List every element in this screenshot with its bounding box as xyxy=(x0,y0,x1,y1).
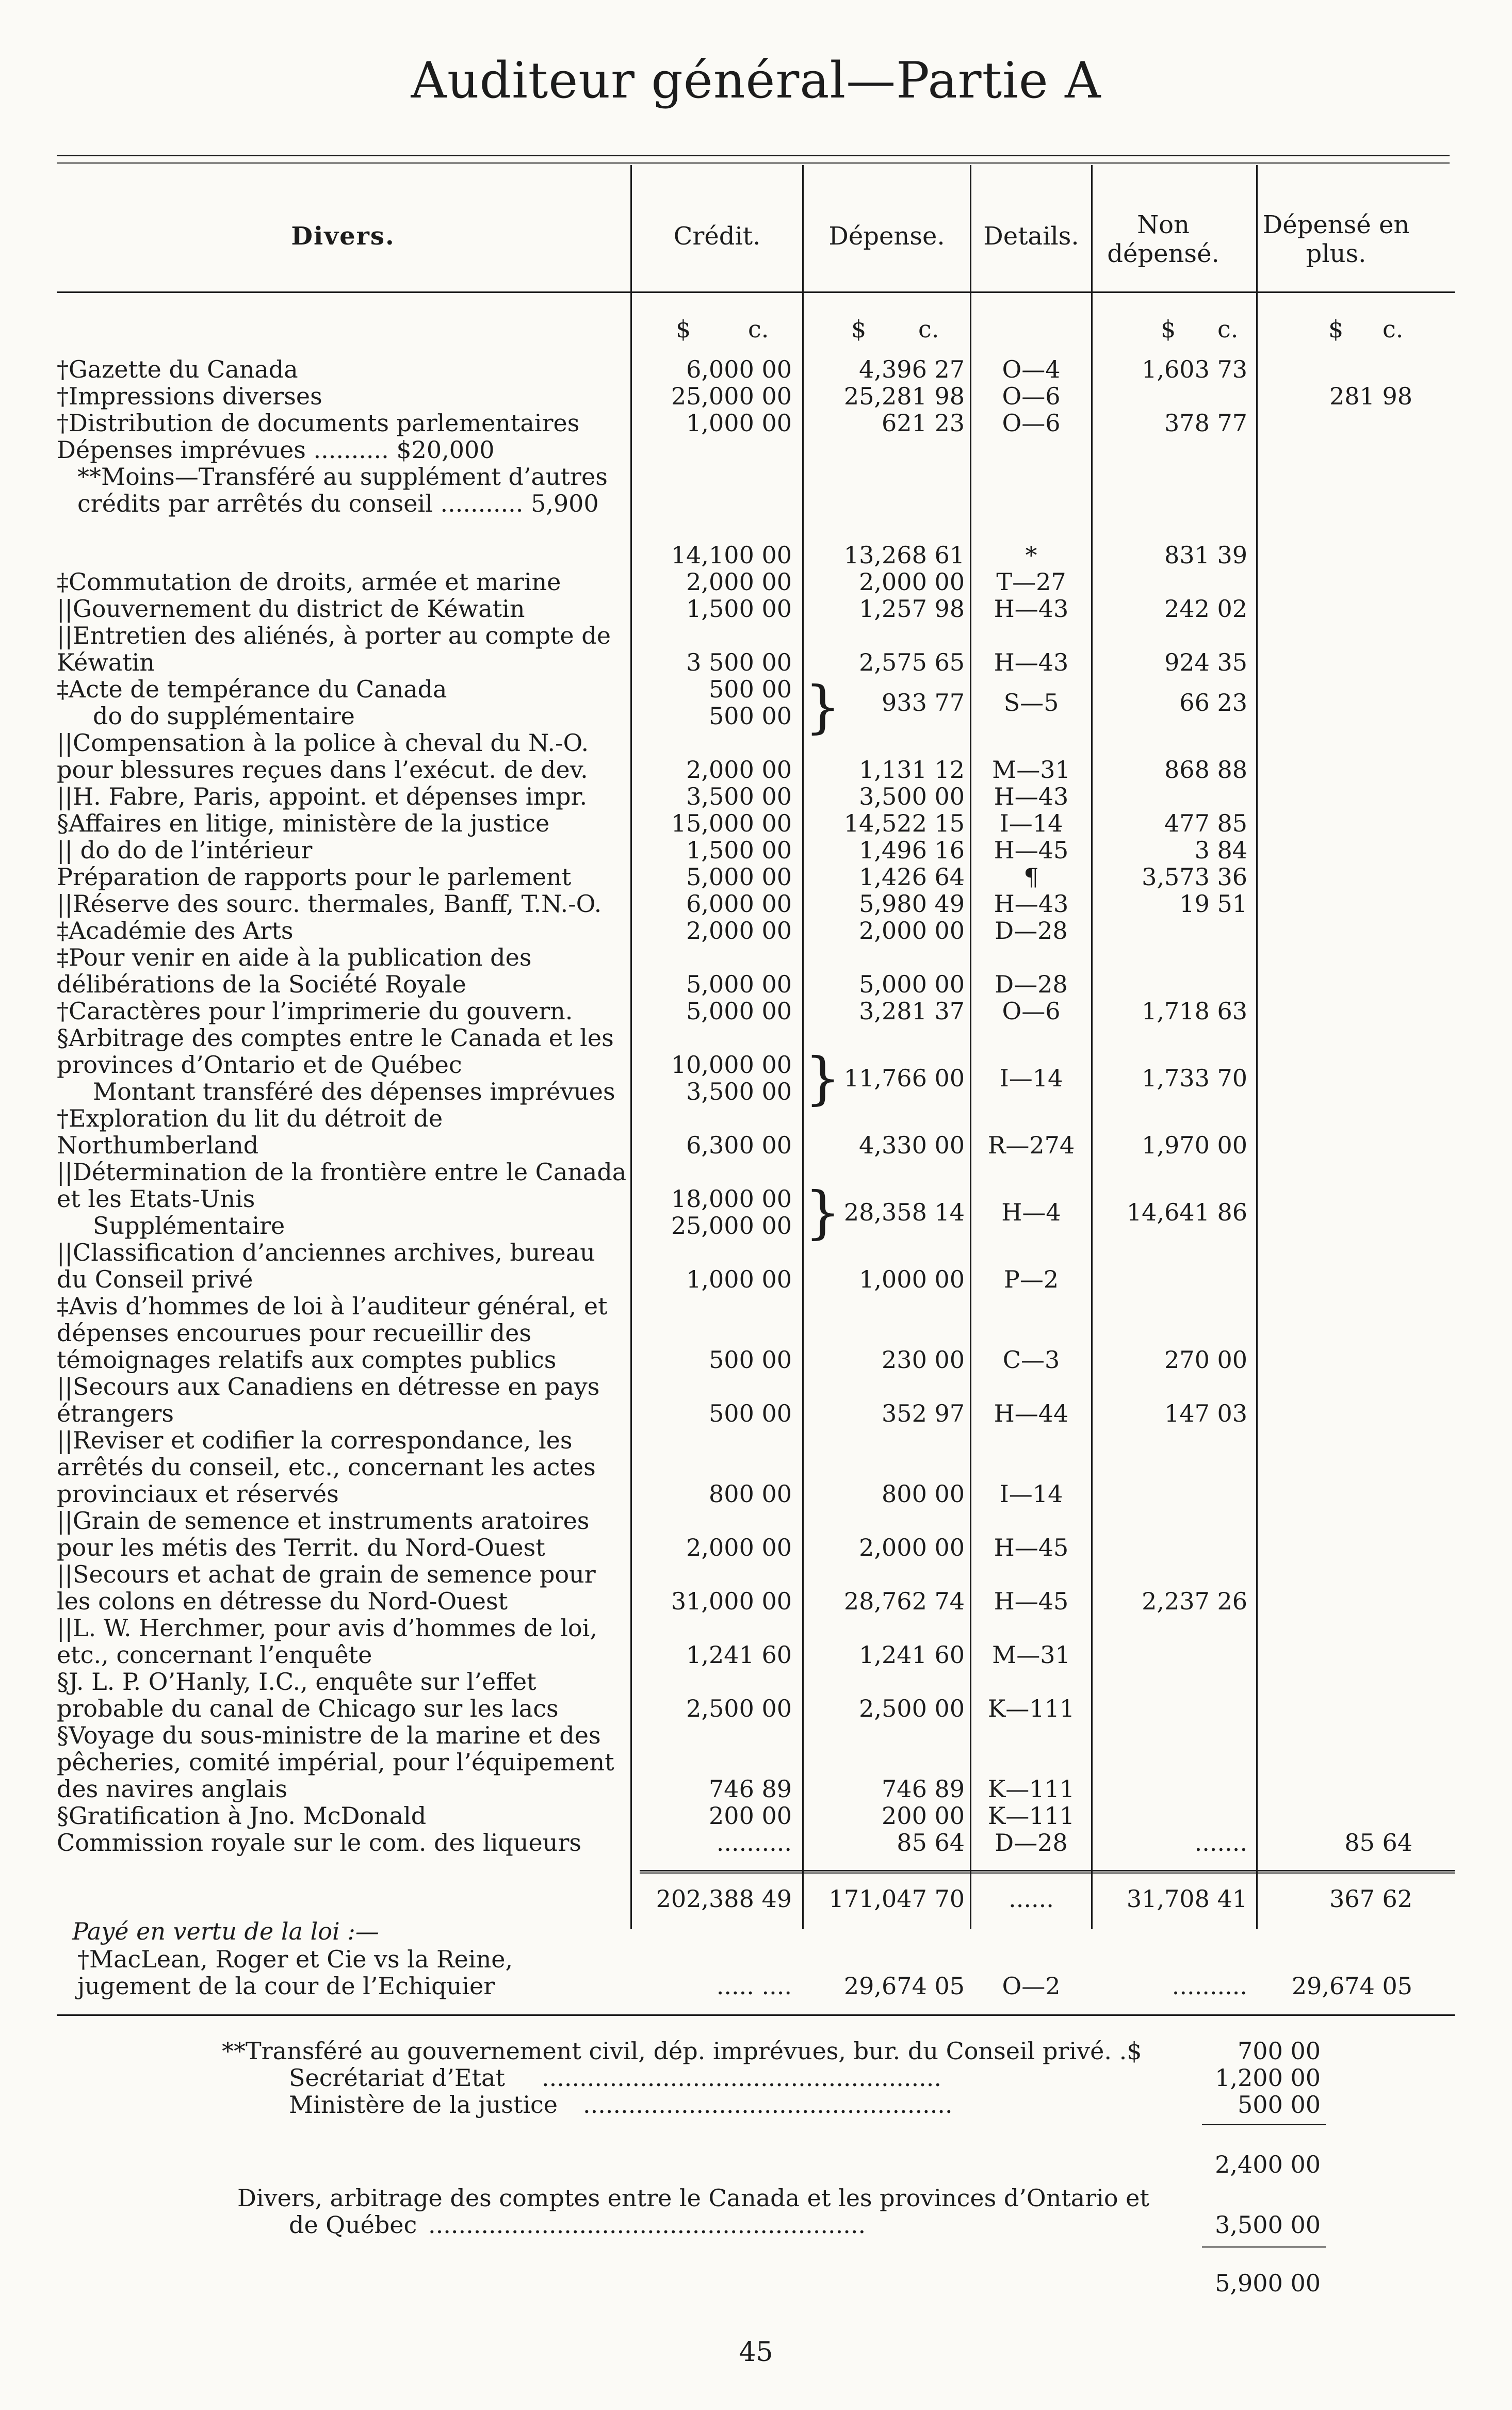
row-plus: 85 64 xyxy=(1344,1829,1412,1857)
row-details: K—111 xyxy=(987,1802,1075,1830)
row-details: C—3 xyxy=(1002,1346,1060,1374)
row-credit: 3,500 00 xyxy=(686,783,792,810)
row-non: 924 35 xyxy=(1164,648,1247,676)
row-credit: 5,000 00 xyxy=(686,970,792,998)
total-credit: 202,388 49 xyxy=(656,1885,792,1913)
row-details: H—43 xyxy=(994,890,1069,918)
row-label: ||L. W. Herchmer, pour avis d’hommes de loi, etc., concernant l’enquête xyxy=(57,1614,597,1669)
note-line-5-val: 3,500 00 xyxy=(1215,2211,1321,2239)
row-depense: 1,000 00 xyxy=(859,1265,965,1293)
row-depense: 13,268 61 xyxy=(843,541,965,569)
row-non: 1,718 63 xyxy=(1142,997,1247,1025)
row-depense: 25,281 98 xyxy=(843,382,965,410)
row-label: || do do de l’intérieur xyxy=(57,836,313,864)
paye-non: .......... xyxy=(1172,1972,1247,2000)
row-non: 868 88 xyxy=(1164,756,1247,784)
note-line-2: Secrétariat d’Etat xyxy=(289,2064,505,2092)
row-depense: 1,496 16 xyxy=(859,836,965,864)
note-line-1-val: 700 00 xyxy=(1238,2037,1321,2065)
unit-dollar: $ xyxy=(1328,315,1344,343)
top-rule-2 xyxy=(57,162,1450,164)
header-depense: Dépense. xyxy=(828,222,945,251)
page-title: Auditeur général—Partie A xyxy=(411,52,1101,109)
row-depense: 4,396 27 xyxy=(859,355,965,383)
row-label: †Impressions diverses xyxy=(57,382,322,410)
unit-cents: c. xyxy=(1217,315,1239,343)
row-details: H—45 xyxy=(994,1534,1069,1561)
row-label: ||Gouvernement du district de Kéwatin xyxy=(57,595,525,623)
row-depense: 3,500 00 xyxy=(859,783,965,810)
note-dots: ..................................................... xyxy=(542,2064,941,2092)
row-non: 66 23 xyxy=(1179,689,1247,717)
header-rule xyxy=(57,291,1455,293)
total-non: 31,708 41 xyxy=(1126,1885,1247,1913)
row-credit: 2,000 00 xyxy=(686,568,792,596)
row-credit: 1,000 00 xyxy=(686,1265,792,1293)
row-details: H—43 xyxy=(994,783,1069,810)
row-depense: 2,000 00 xyxy=(859,917,965,945)
row-non: 3,573 36 xyxy=(1142,863,1247,891)
row-non: 1,733 70 xyxy=(1142,1064,1247,1092)
top-rule xyxy=(57,155,1450,156)
row-depense: 4,330 00 xyxy=(859,1131,965,1159)
row-label: ||Secours aux Canadiens en détresse en pays étrangers xyxy=(57,1373,600,1427)
row-depense: 1,241 60 xyxy=(859,1641,965,1669)
row-credit: 800 00 xyxy=(709,1480,792,1508)
note-line-3-val: 500 00 xyxy=(1238,2091,1321,2119)
row-credit: 5,000 00 xyxy=(686,863,792,891)
row-depense: 2,575 65 xyxy=(859,648,965,676)
row-depense: 85 64 xyxy=(897,1829,965,1857)
row-label: †Distribution de documents parlementaires xyxy=(57,409,580,437)
note-line-2-val: 1,200 00 xyxy=(1215,2064,1321,2092)
row-depense: 621 23 xyxy=(882,409,965,437)
row-credit: 6,000 00 xyxy=(686,355,792,383)
row-credit: 31,000 00 xyxy=(671,1587,792,1615)
row-label: †Exploration du lit du détroit de Northumberland xyxy=(57,1104,443,1159)
row-depense: 14,522 15 xyxy=(843,809,965,837)
row-label: ‡Académie des Arts xyxy=(57,917,294,945)
total-plus: 367 62 xyxy=(1329,1885,1412,1913)
row-label: §Arbitrage des comptes entre le Canada et les provinces d’Ontario et de Québec xyxy=(57,1024,614,1079)
row-non: 831 39 xyxy=(1164,541,1247,569)
row-non: 147 03 xyxy=(1164,1399,1247,1427)
note-dots: ................................................. xyxy=(583,2091,953,2119)
note-total: 5,900 00 xyxy=(1215,2269,1321,2297)
row-credit: 6,300 00 xyxy=(686,1131,792,1159)
row-depense: 3,281 37 xyxy=(859,997,965,1025)
row-depense: 5,000 00 xyxy=(859,970,965,998)
row-depense: 200 00 xyxy=(882,1802,965,1830)
row-label: ||Grain de semence et instruments aratoires pour les métis des Territ. du Nord-Ouest xyxy=(57,1507,590,1561)
row-label: do do supplémentaire xyxy=(93,702,355,730)
row-label: ||Entretien des aliénés, à porter au compte de Kéwatin xyxy=(57,622,611,676)
row-credit: 746 89 xyxy=(709,1775,792,1803)
row-label: Montant transféré des dépenses imprévues xyxy=(93,1078,615,1105)
header-details: Details. xyxy=(983,222,1079,251)
row-depense: 2,500 00 xyxy=(859,1695,965,1722)
row-credit: 1,000 00 xyxy=(686,409,792,437)
unit-dollar: $ xyxy=(851,315,867,343)
row-depense: 2,000 00 xyxy=(859,1534,965,1561)
row-credit: 5,000 00 xyxy=(686,997,792,1025)
total-depense: 171,047 70 xyxy=(828,1885,965,1913)
row-depense: 1,131 12 xyxy=(859,756,965,784)
row-credit: 25,000 00 xyxy=(671,382,792,410)
row-details: R—274 xyxy=(987,1131,1075,1159)
row-non: 3 84 xyxy=(1194,836,1247,864)
row-details: D—28 xyxy=(995,970,1068,998)
note-rule xyxy=(1202,2246,1326,2248)
row-credit: 2,000 00 xyxy=(686,917,792,945)
row-details: K—111 xyxy=(987,1695,1075,1722)
row-depense: 2,000 00 xyxy=(859,568,965,596)
row-label: ||H. Fabre, Paris, appoint. et dépenses impr. xyxy=(57,783,588,810)
row-label: ||Classification d’anciennes archives, bureau du Conseil privé xyxy=(57,1239,595,1293)
row-details: H—4 xyxy=(1001,1198,1061,1226)
row-credit: 500 00 xyxy=(709,1399,792,1427)
unit-cents: c. xyxy=(748,315,769,343)
row-depense: 933 77 xyxy=(882,689,965,717)
note-line-3: Ministère de la justice xyxy=(289,2091,558,2119)
row-details: T—27 xyxy=(996,568,1066,596)
row-depense: 5,980 49 xyxy=(859,890,965,918)
row-credit: 500 00 xyxy=(709,702,792,730)
paye-heading: Payé en vertu de la loi :— xyxy=(72,1917,379,1945)
row-credit: 500 00 xyxy=(709,675,792,703)
row-details: H—43 xyxy=(994,648,1069,676)
row-label: §J. L. P. O’Hanly, I.C., enquête sur l’effet probable du canal de Chicago sur les lacs xyxy=(57,1668,559,1722)
brace: } xyxy=(805,1045,841,1111)
unit-dollar: $ xyxy=(1161,315,1176,343)
note-rule xyxy=(1202,2124,1326,2125)
row-label: ||Détermination de la frontière entre le Canada et les Etats-Unis xyxy=(57,1158,627,1213)
note-line-1: **Transféré au gouvernement civil, dép. imprévues, bur. du Conseil privé. .$ xyxy=(222,2037,1142,2065)
row-details: O—6 xyxy=(1002,997,1061,1025)
row-label: Dépenses imprévues .......... $20,000 xyxy=(57,436,495,464)
row-details: I—14 xyxy=(999,809,1063,837)
row-label: §Voyage du sous-ministre de la marine et des pêcheries, comité impérial, pour l’équipement des navires anglais xyxy=(57,1721,614,1803)
row-details: M—31 xyxy=(992,756,1070,784)
row-label: ||Secours et achat de grain de semence pour les colons en détresse du Nord-Ouest xyxy=(57,1560,596,1615)
row-label: †Caractères pour l’imprimerie du gouvern. xyxy=(57,997,573,1025)
unit-cents: c. xyxy=(918,315,939,343)
row-details: K—111 xyxy=(987,1775,1075,1803)
header-non-depense: Non dépensé. xyxy=(1107,210,1220,268)
row-label: **Moins—Transféré au supplément d’autres crédits par arrêtés du conseil ........... 5,900 xyxy=(77,463,608,517)
row-label: ‡Pour venir en aide à la publication des délibérations de la Société Royale xyxy=(57,943,532,998)
row-credit: 1,241 60 xyxy=(686,1641,792,1669)
row-details: O—6 xyxy=(1002,409,1061,437)
col-divider xyxy=(1256,165,1258,1929)
total-rule-2 xyxy=(640,1872,1455,1874)
unit-cents: c. xyxy=(1383,315,1404,343)
total-details: ...... xyxy=(1009,1885,1054,1913)
row-details: O—4 xyxy=(1002,355,1061,383)
header-depense-plus: Dépensé en plus. xyxy=(1262,210,1410,268)
row-label: ||Reviser et codifier la correspondance, les arrêtés du conseil, etc., concernant les actes provinciaux et réservés xyxy=(57,1426,596,1508)
row-depense: 11,766 00 xyxy=(843,1064,965,1092)
row-details: D—28 xyxy=(995,1829,1068,1857)
row-depense: 1,426 64 xyxy=(859,863,965,891)
row-label: §Gratification à Jno. McDonald xyxy=(57,1802,427,1830)
paye-details: O—2 xyxy=(1002,1972,1061,2000)
row-depense: 28,358 14 xyxy=(843,1198,965,1226)
row-details: H—44 xyxy=(994,1399,1069,1427)
row-details: O—6 xyxy=(1002,382,1061,410)
row-plus: 281 98 xyxy=(1329,382,1412,410)
row-non: 270 00 xyxy=(1164,1346,1247,1374)
unit-dollar: $ xyxy=(676,315,691,343)
row-details: ¶ xyxy=(1023,863,1039,891)
row-label: ‡Acte de tempérance du Canada xyxy=(57,675,447,703)
page-number: 45 xyxy=(739,2337,773,2368)
row-details: S—5 xyxy=(1003,689,1059,717)
row-details: * xyxy=(1025,541,1037,569)
header-divers: Divers. xyxy=(291,222,395,251)
row-credit: 14,100 00 xyxy=(671,541,792,569)
header-credit: Crédit. xyxy=(673,222,761,251)
row-non: 2,237 26 xyxy=(1142,1587,1247,1615)
row-credit: 200 00 xyxy=(709,1802,792,1830)
row-non: 19 51 xyxy=(1179,890,1247,918)
paye-plus: 29,674 05 xyxy=(1291,1972,1412,2000)
row-label: Supplémentaire xyxy=(93,1212,285,1240)
row-non: 1,970 00 xyxy=(1142,1131,1247,1159)
row-credit: 2,000 00 xyxy=(686,1534,792,1561)
row-depense: 1,257 98 xyxy=(859,595,965,623)
row-credit: 500 00 xyxy=(709,1346,792,1374)
row-details: P—2 xyxy=(1003,1265,1059,1293)
row-non: ....... xyxy=(1194,1829,1247,1857)
row-details: H—43 xyxy=(994,595,1069,623)
row-credit: 3,500 00 xyxy=(686,1078,792,1105)
row-credit: 10,000 00 xyxy=(671,1051,792,1079)
row-credit: 1,500 00 xyxy=(686,836,792,864)
paye-credit: ..... .... xyxy=(716,1972,792,2000)
row-depense: 230 00 xyxy=(882,1346,965,1374)
note-sub: 2,400 00 xyxy=(1215,2151,1321,2178)
row-label: Commission royale sur le com. des liqueurs xyxy=(57,1829,581,1857)
total-rule xyxy=(640,1870,1455,1871)
note-dots: .......................................................... xyxy=(428,2211,866,2239)
note-line-5: de Québec xyxy=(289,2211,417,2239)
row-label: §Affaires en litige, ministère de la justice xyxy=(57,809,550,837)
row-label: ‡Avis d’hommes de loi à l’auditeur général, et dépenses encourues pour recueillir des témoignages relatifs aux comptes publics xyxy=(57,1292,608,1374)
row-credit: 18,000 00 xyxy=(671,1185,792,1213)
bottom-rule xyxy=(57,2014,1455,2016)
row-details: H—45 xyxy=(994,836,1069,864)
brace: } xyxy=(805,1179,841,1245)
paye-label: †MacLean, Roger et Cie vs la Reine, jugement de la cour de l’Echiquier xyxy=(77,1945,513,2000)
row-non: 378 77 xyxy=(1164,409,1247,437)
row-details: D—28 xyxy=(995,917,1068,945)
paye-depense: 29,674 05 xyxy=(843,1972,965,2000)
row-non: 242 02 xyxy=(1164,595,1247,623)
row-details: H—45 xyxy=(994,1587,1069,1615)
row-credit: 15,000 00 xyxy=(671,809,792,837)
row-credit: .......... xyxy=(716,1829,792,1857)
row-details: M—31 xyxy=(992,1641,1070,1669)
row-depense: 800 00 xyxy=(882,1480,965,1508)
row-label: ||Réserve des sourc. thermales, Banff, T.N.-O. xyxy=(57,890,602,918)
row-details: I—14 xyxy=(999,1480,1063,1508)
row-depense: 28,762 74 xyxy=(843,1587,965,1615)
row-credit: 2,000 00 xyxy=(686,756,792,784)
note-line-4: Divers, arbitrage des comptes entre le Canada et les provinces d’Ontario et xyxy=(237,2184,1149,2212)
row-credit: 3 500 00 xyxy=(686,648,792,676)
row-credit: 25,000 00 xyxy=(671,1212,792,1240)
row-non: 14,641 86 xyxy=(1126,1198,1247,1226)
row-details: I—14 xyxy=(999,1064,1063,1092)
row-label: ‡Commutation de droits, armée et marine xyxy=(57,568,561,596)
row-non: 477 85 xyxy=(1164,809,1247,837)
row-depense: 352 97 xyxy=(882,1399,965,1427)
row-label: †Gazette du Canada xyxy=(57,355,298,383)
row-credit: 2,500 00 xyxy=(686,1695,792,1722)
brace: } xyxy=(805,674,841,740)
row-label: Préparation de rapports pour le parlement xyxy=(57,863,572,891)
row-non: 1,603 73 xyxy=(1142,355,1247,383)
row-credit: 6,000 00 xyxy=(686,890,792,918)
row-credit: 1,500 00 xyxy=(686,595,792,623)
row-depense: 746 89 xyxy=(882,1775,965,1803)
row-label: ||Compensation à la police à cheval du N.-O. pour blessures reçues dans l’exécut. de dev. xyxy=(57,729,589,784)
